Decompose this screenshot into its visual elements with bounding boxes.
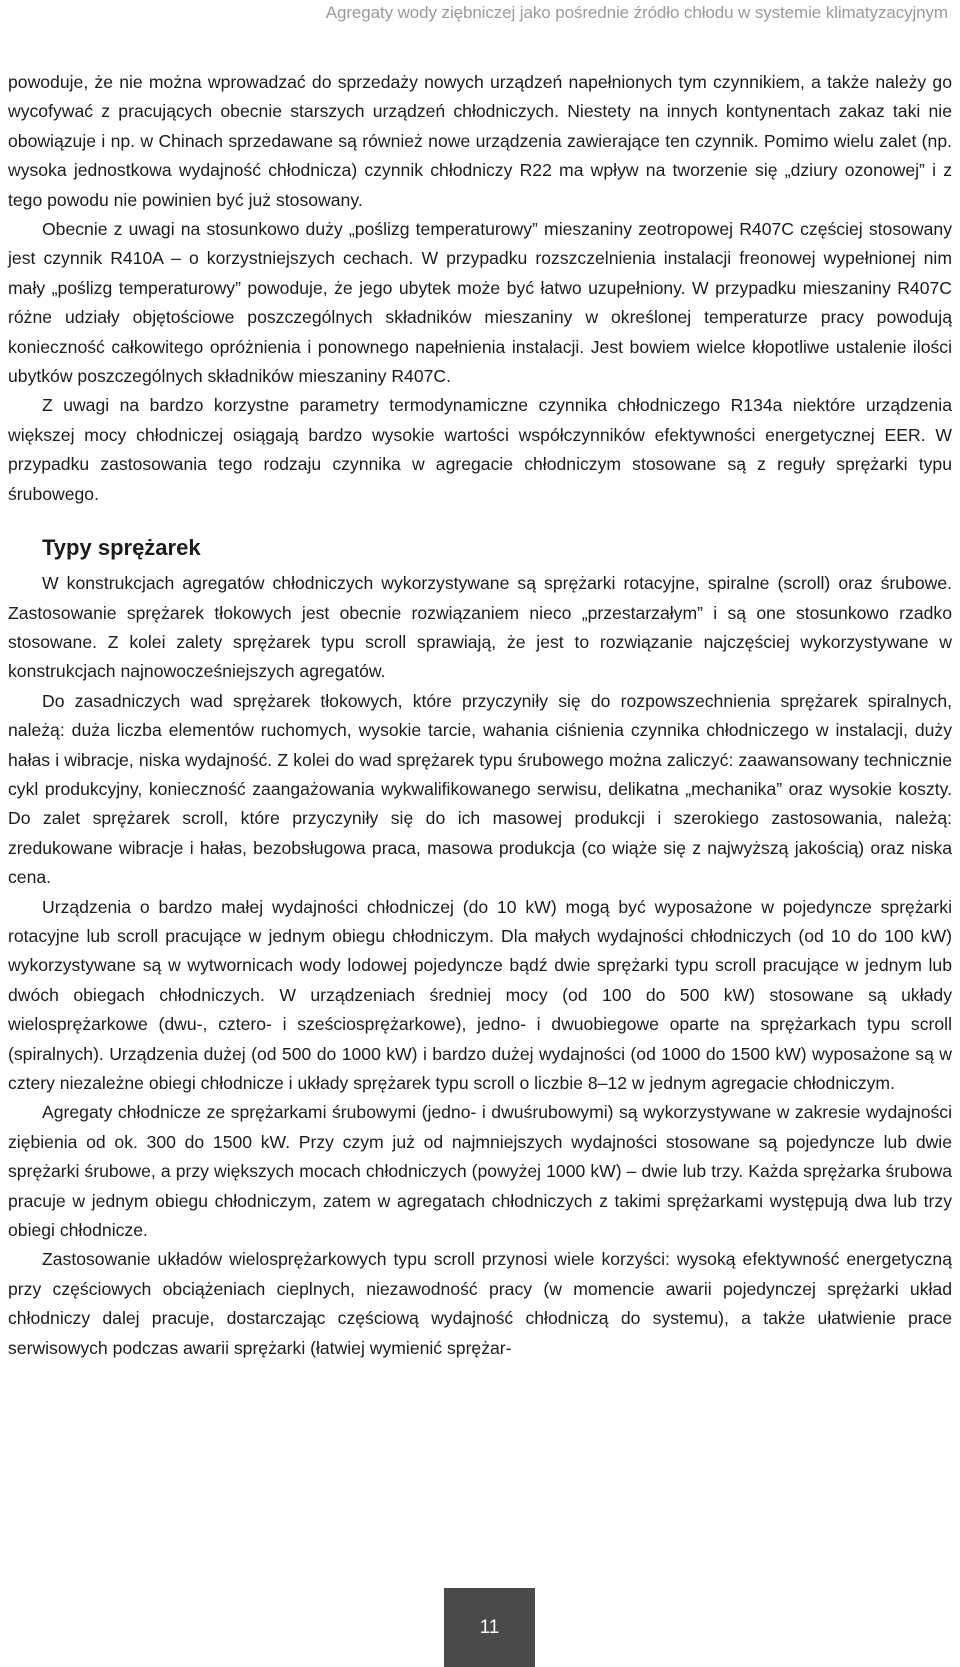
paragraph-refrigerant-r134a: Z uwagi na bardzo korzystne parametry termodynamiczne czynnika chłodniczego R134a niektóre urządzenia większej mocy chłodniczej osiągają bardzo wysokie wartości współczynników efektywności energetycznej EER. W przypadku zastosowania tego rodzaju czynnika w agregacie chłodniczym stosowane są z reguły sprężarki typu śrubowego. [8, 395, 952, 504]
section-heading: Typy sprężarek [42, 535, 201, 561]
paragraph-multi-scroll-benefits: Zastosowanie układów wielosprężarkowych typu scroll przynosi wiele korzyści: wysoką efektywność energetyczną przy częściowych obciążeniach cieplnych, niezawodność pracy (w momencie awarii pojedynczej sprężarki układ chłodniczy dalej pracuje, dostarczając częściową wydajność chłodniczą do systemu), a także ułatwienie prace serwisowych podczas awarii sprężarki (łatwiej wymienić sprężar- [8, 1249, 952, 1358]
paragraph-intro-continuation: powoduje, że nie można wprowadzać do sprzedaży nowych urządzeń napełnionych tym czynnikiem, a także należy go wycofywać z pracujących obecnie starszych urządzeń chłodniczych. Niestety na innych kontynentach zakaz taki nie obowiązuje i np. w Chinach sprzedawane są również nowe urządzenia zawierające ten czynnik. Pomimo wielu zalet (np. wysoka jednostkowa wydajność chłodnicza) czynnik chłodniczy R22 ma wpływ na tworzenie się „dziury ozonowej” i z tego powodu nie powinien być już stosowany. [8, 72, 952, 210]
paragraph-screw-chillers: Agregaty chłodnicze ze sprężarkami śrubowymi (jedno- i dwuśrubowymi) są wykorzystywane w zakresie wydajności ziębienia od ok. 300 do 1500 kW. Przy czym już od najmniejszych wydajności stosowane są pojedyncze lub dwie sprężarki śrubowe, a przy większych mocach chłodniczych (powyżej 1000 kW) – dwie lub trzy. Każda sprężarka śrubowa pracuje w jednym obiegu chłodniczym, zatem w agregatach chłodniczych z takimi sprężarkami występują dwa lub trzy obiegi chłodnicze. [8, 1102, 952, 1241]
page-body [8, 68, 952, 1363]
page-number [444, 1588, 535, 1667]
paragraph-compressor-types: W konstrukcjach agregatów chłodniczych wykorzystywane są sprężarki rotacyjne, spiralne (scroll) oraz śrubowe. Zastosowanie sprężarek tłokowych jest obecnie rozwiązaniem nieco „przestarzałym” i są one stosunkowo rzadko stosowane. Z kolei zalety sprężarek typu scroll sprawiają, że jest to rozwiązanie najczęściej wykorzystywane w konstrukcjach najnowocześniejszych agregatów. [8, 573, 952, 682]
paragraph-refrigerant-r407c: Obecnie z uwagi na stosunkowo duży „poślizg temperaturowy” mieszaniny zeotropowej R407C częściej stosowany jest czynnik R410A – o korzystniejszych cechach. W przypadku rozszczelnienia instalacji freonowej wypełnionej nim mały „poślizg temperaturowy” powoduje, że jego ubytek może być łatwo uzupełniony. W przypadku mieszaniny R407C różne udziały objętościowe poszczególnych składników mieszaniny w określonej temperaturze pracy powodują konieczność całkowitego opróżnienia i ponownego napełnienia instalacji. Jest bowiem wielce kłopotliwe ustalenie ilości ubytków poszczególnych składników mieszaniny R407C. [8, 219, 952, 387]
paragraph-compressor-drawbacks: Do zasadniczych wad sprężarek tłokowych, które przyczyniły się do rozpowszechnienia sprężarek spiralnych, należą: duża liczba elementów ruchomych, wysokie tarcie, wahania ciśnienia czynnika chłodniczego w instalacji, duży hałas i wibracje, niska wydajność. Z kolei do wad sprężarek typu śrubowego można zaliczyć: zaawansowany technicznie cykl produkcyjny, konieczność zaangażowania wykwalifikowanego serwisu, delikatna „mechanika” oraz wysokie koszty. Do zalet sprężarek scroll, które przyczyniły się do ich masowej produkcji i szerokiego zastosowania, należą: zredukowane wibracje i hałas, bezobsługowa praca, masowa produkcja (co wiąże się z najwyższą jakością) oraz niska cena. [8, 690, 952, 888]
running-header: Agregaty wody ziębniczej jako pośrednie źródło chłodu w systemie klimatyzacyjnym [325, 3, 948, 22]
page-number-label: 11 [479, 1616, 500, 1638]
paragraph-capacity-ranges: Urządzenia o bardzo małej wydajności chłodniczej (do 10 kW) mogą być wyposażone w pojedyncze sprężarki rotacyjne lub scroll pracujące w jednym obiegu chłodniczym. Dla małych wydajności chłodniczych (od 10 do 100 kW) wykorzystywane są w wytwornicach wody lodowej pojedyncze bądź dwie sprężarki typu scroll pracujące w jednym lub dwóch obiegach chłodniczych. W urządzeniach średniej mocy (od 100 do 500 kW) stosowane są układy wielosprężarkowe (dwu-, cztero- i sześciosprężarkowe), jedno- i dwuobiegowe oparte na sprężarkach typu scroll (spiralnych). Urządzenia dużej (od 500 do 1000 kW) i bardzo dużej wydajności (od 1000 do 1500 kW) wyposażone są w cztery niezależne obiegi chłodnicze i układy sprężarek typu scroll o liczbie 8–12 w jednym agregacie chłodniczym. [8, 896, 952, 1093]
